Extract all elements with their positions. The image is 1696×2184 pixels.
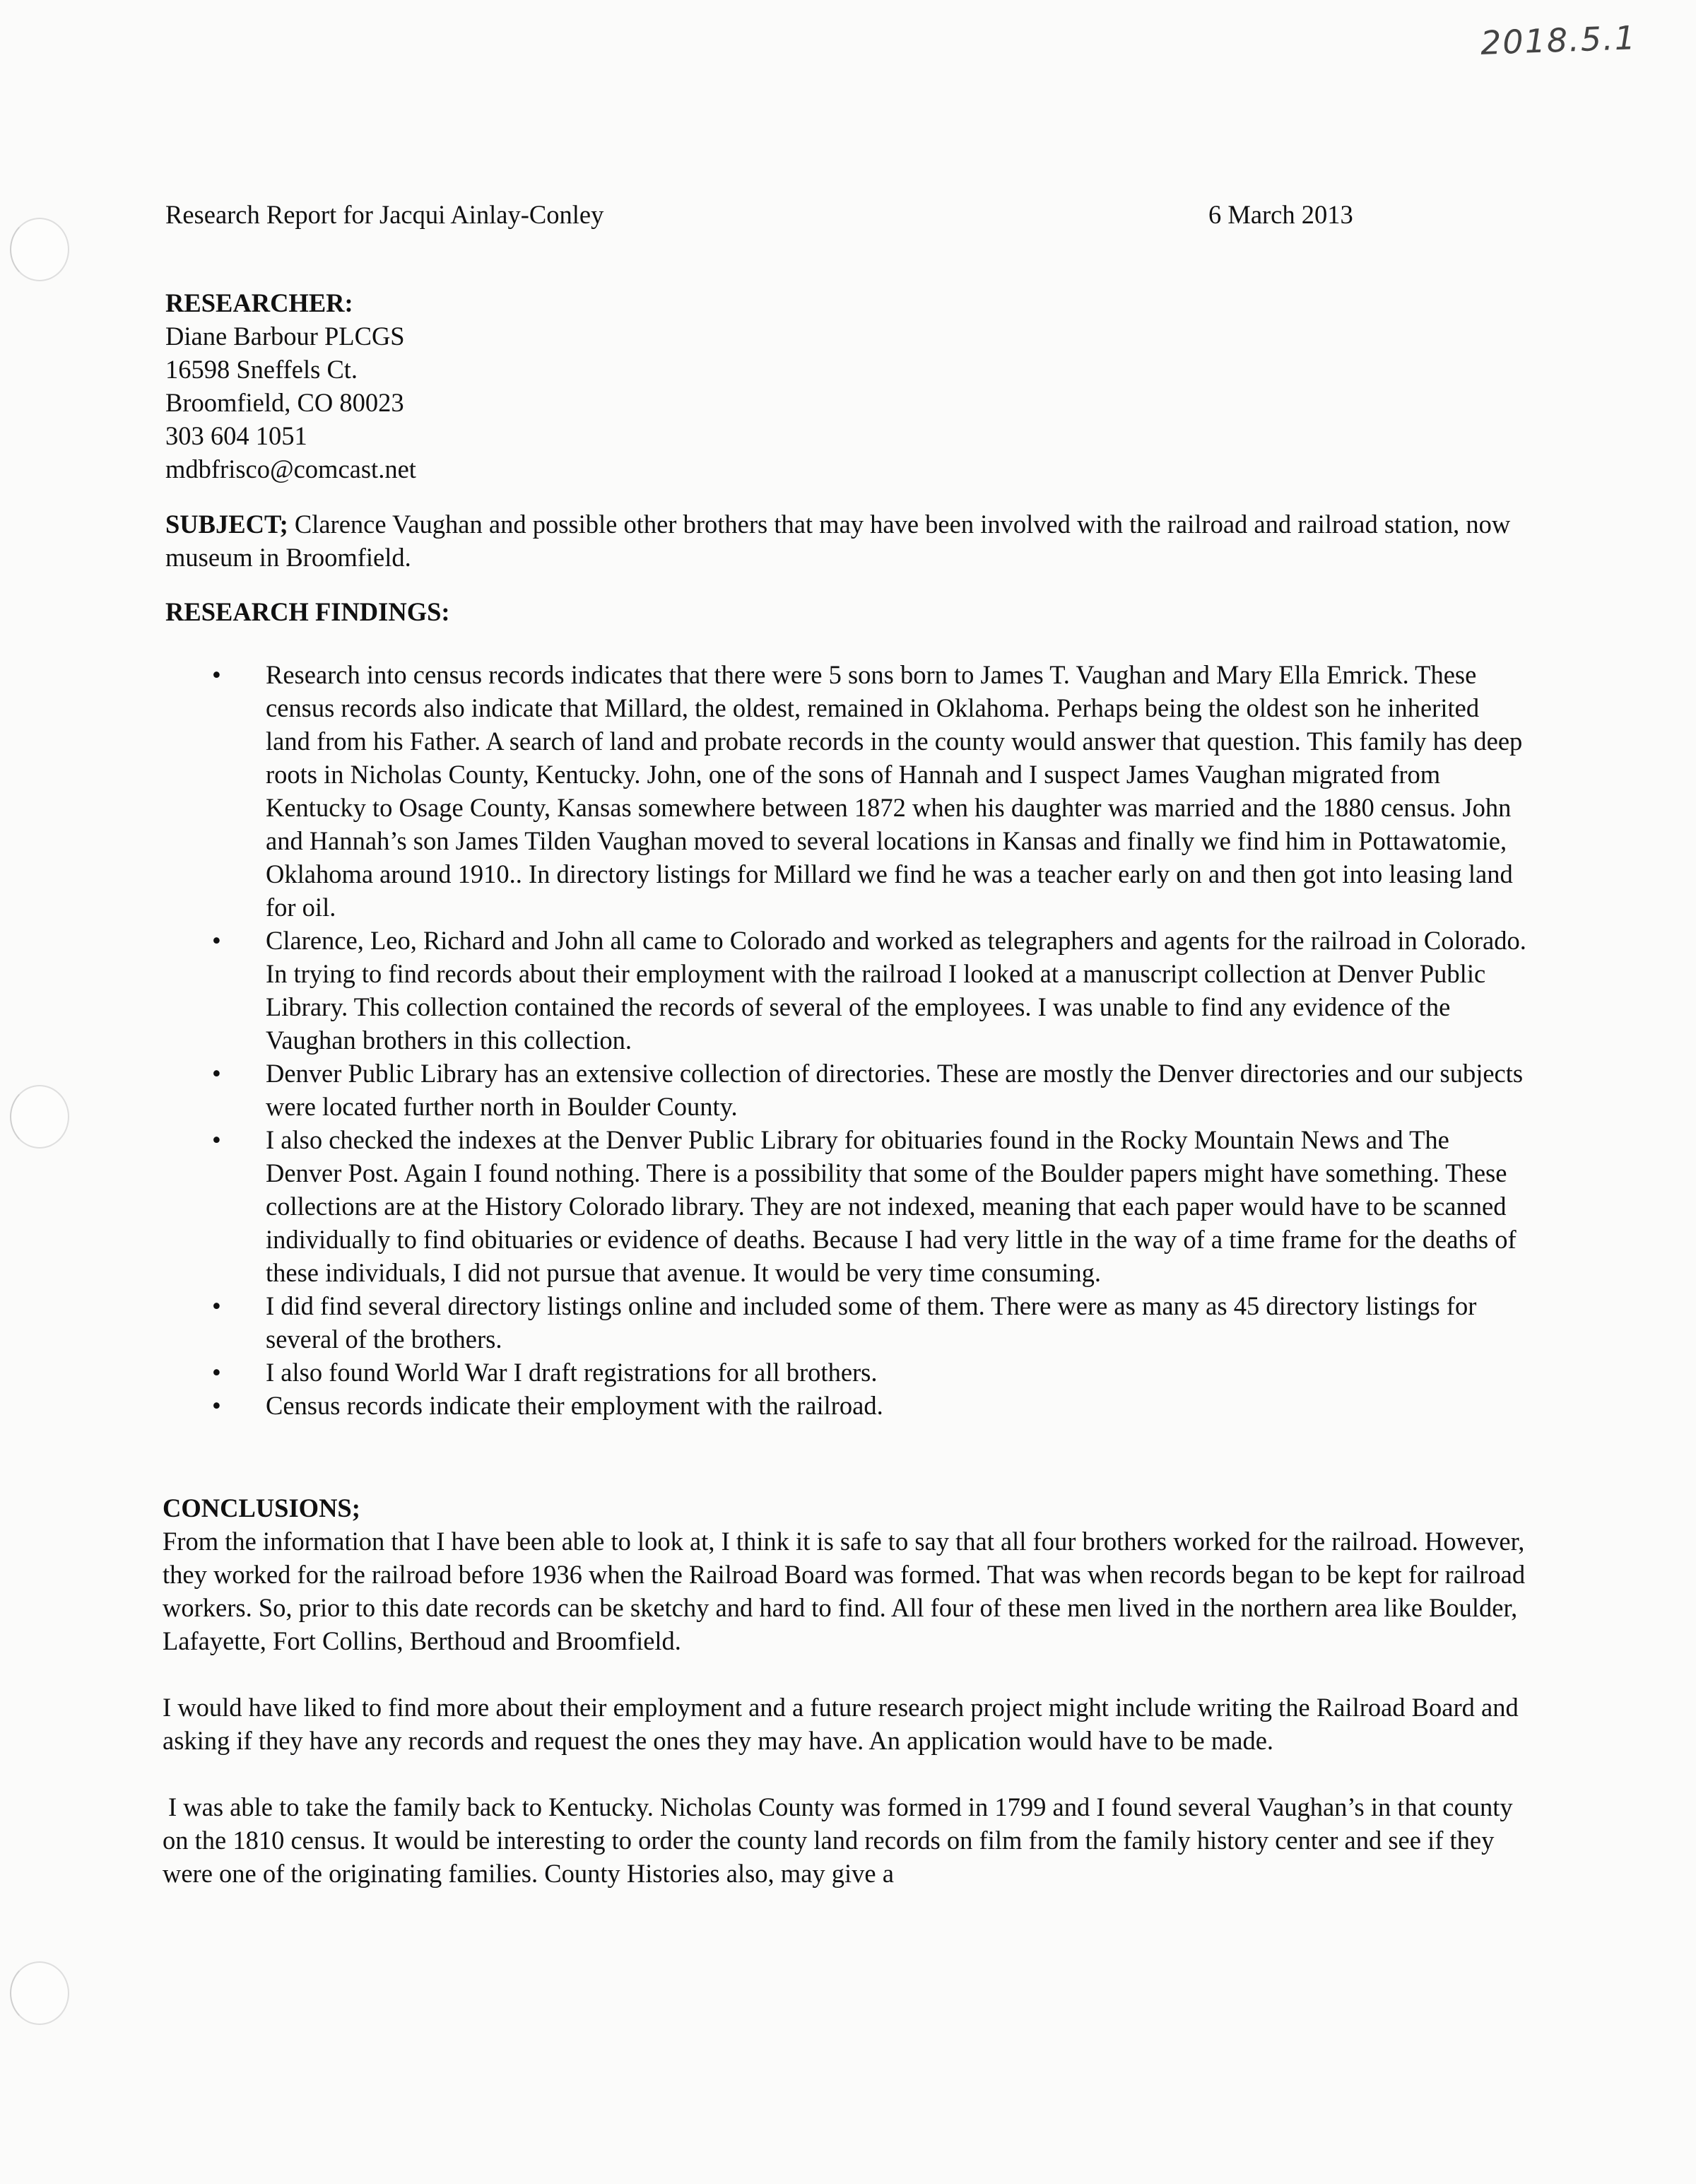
subject-text: Clarence Vaughan and possible other brothers that may have been involved with the railroad and railroad station, now museum in Broomfield.	[165, 510, 1511, 572]
bullet-icon: •	[212, 1391, 221, 1420]
bullet-icon: •	[212, 1059, 221, 1088]
report-date: 6 March 2013	[1208, 200, 1353, 229]
subject-block	[165, 507, 1526, 574]
list-item	[163, 1389, 1526, 1422]
researcher-city: Broomfield, CO 80023	[165, 388, 404, 417]
subject-label: SUBJECT;	[165, 510, 288, 539]
researcher-block	[165, 286, 1526, 486]
conclusions-paragraph-2: I would have liked to find more about their employment and a future research project might include writing the Railroad Board and asking if they have any records and request the ones they may have. An application would have to be made.	[163, 1693, 1519, 1755]
bullet-icon: •	[212, 1358, 221, 1387]
researcher-name: Diane Barbour PLCGS	[165, 322, 405, 351]
researcher-email: mdbfrisco@comcast.net	[165, 454, 416, 483]
finding-text: Denver Public Library has an extensive collection of directories. These are mostly the Denver directories and our subjects were located further north in Boulder County.	[266, 1059, 1524, 1121]
conclusions-paragraph-3: I was able to take the family back to Kentucky. Nicholas County was formed in 1799 and I found several Vaughan’s in that county on the 1810 census. It would be interesting to order the county land records on film from the family history center and see if they were one of the originating families. County Histories also, may give a	[163, 1792, 1513, 1888]
punch-hole-middle	[10, 1085, 69, 1149]
finding-text: Research into census records indicates that there were 5 sons born to James T. Vaughan and Mary Ella Emrick. These census records also indicate that Millard, the oldest, remained in Oklahoma. Perhaps being the oldest son he inherited land from his Father. A search of land and probate records in the county would answer that question. This family has deep roots in Nicholas County, Kentucky. John, one of the sons of Hannah and I suspect James Vaughan migrated from Kentucky to Osage County, Kansas somewhere between 1872 when his daughter was married and the 1880 census. John and Hannah’s son James Tilden Vaughan moved to several locations in Kansas and finally we find him in Pottawatomie, Oklahoma around 1910.. In directory listings for Millard we find he was a teacher early on and then got into leasing land for oil.	[266, 660, 1523, 922]
report-title: Research Report for Jacqui Ainlay-Conley	[165, 200, 604, 229]
finding-text: I also found World War I draft registrations for all brothers.	[266, 1358, 878, 1387]
finding-text: Census records indicate their employment with the railroad.	[266, 1391, 883, 1420]
conclusions-paragraph-1: From the information that I have been able to look at, I think it is safe to say that all four brothers worked for the railroad. However, they worked for the railroad before 1936 when the Railroad Board was formed. That was when records began to be kept for railroad workers. So, prior to this date records can be sketchy and hard to find. All four of these men lived in the northern area like Boulder, Lafayette, Fort Collins, Berthoud and Broomfield.	[163, 1527, 1526, 1655]
handwritten-accession-number: 2018.5.1	[1480, 18, 1637, 62]
finding-text: Clarence, Leo, Richard and John all came to Colorado and worked as telegraphers and agents for the railroad in Colorado. In trying to find records about their employment with the railroad I looked at a manuscript collection at Denver Public Library. This collection contained the records of several of the employees. I was unable to find any evidence of the Vaughan brothers in this collection.	[266, 926, 1526, 1055]
bullet-icon: •	[212, 660, 221, 689]
bullet-icon: •	[212, 926, 221, 955]
bullet-icon: •	[212, 1125, 221, 1154]
punch-hole-top	[10, 218, 69, 281]
finding-text: I did find several directory listings online and included some of them. There were as many as 45 directory listings for several of the brothers.	[266, 1291, 1477, 1354]
list-item	[163, 924, 1526, 1057]
researcher-label: RESEARCHER:	[165, 288, 353, 317]
findings-list	[163, 658, 1526, 1422]
conclusions-heading: CONCLUSIONS;	[163, 1493, 360, 1522]
report-header	[163, 198, 1526, 233]
finding-text: I also checked the indexes at the Denver Public Library for obituaries found in the Rocky Mountain News and The Denver Post. Again I found nothing. There is a possibility that some of the Boulder papers might have something. These collections are at the History Colorado library. They are not indexed, meaning that each paper would have to be scanned individually to find obituaries or evidence of deaths. Because I had very little in the way of a time frame for the deaths of these individuals, I did not pursue that avenue. It would be very time consuming.	[266, 1125, 1517, 1287]
list-item	[163, 658, 1526, 924]
conclusions-block	[163, 1491, 1526, 1890]
researcher-street: 16598 Sneffels Ct.	[165, 355, 358, 384]
findings-heading: RESEARCH FINDINGS:	[165, 597, 450, 626]
list-item	[163, 1123, 1526, 1289]
bullet-icon: •	[212, 1291, 221, 1320]
list-item	[163, 1289, 1526, 1356]
list-item	[163, 1057, 1526, 1123]
punch-hole-bottom	[10, 1961, 69, 2025]
report-body	[163, 198, 1526, 1890]
list-item	[163, 1356, 1526, 1389]
researcher-phone: 303 604 1051	[165, 421, 307, 450]
